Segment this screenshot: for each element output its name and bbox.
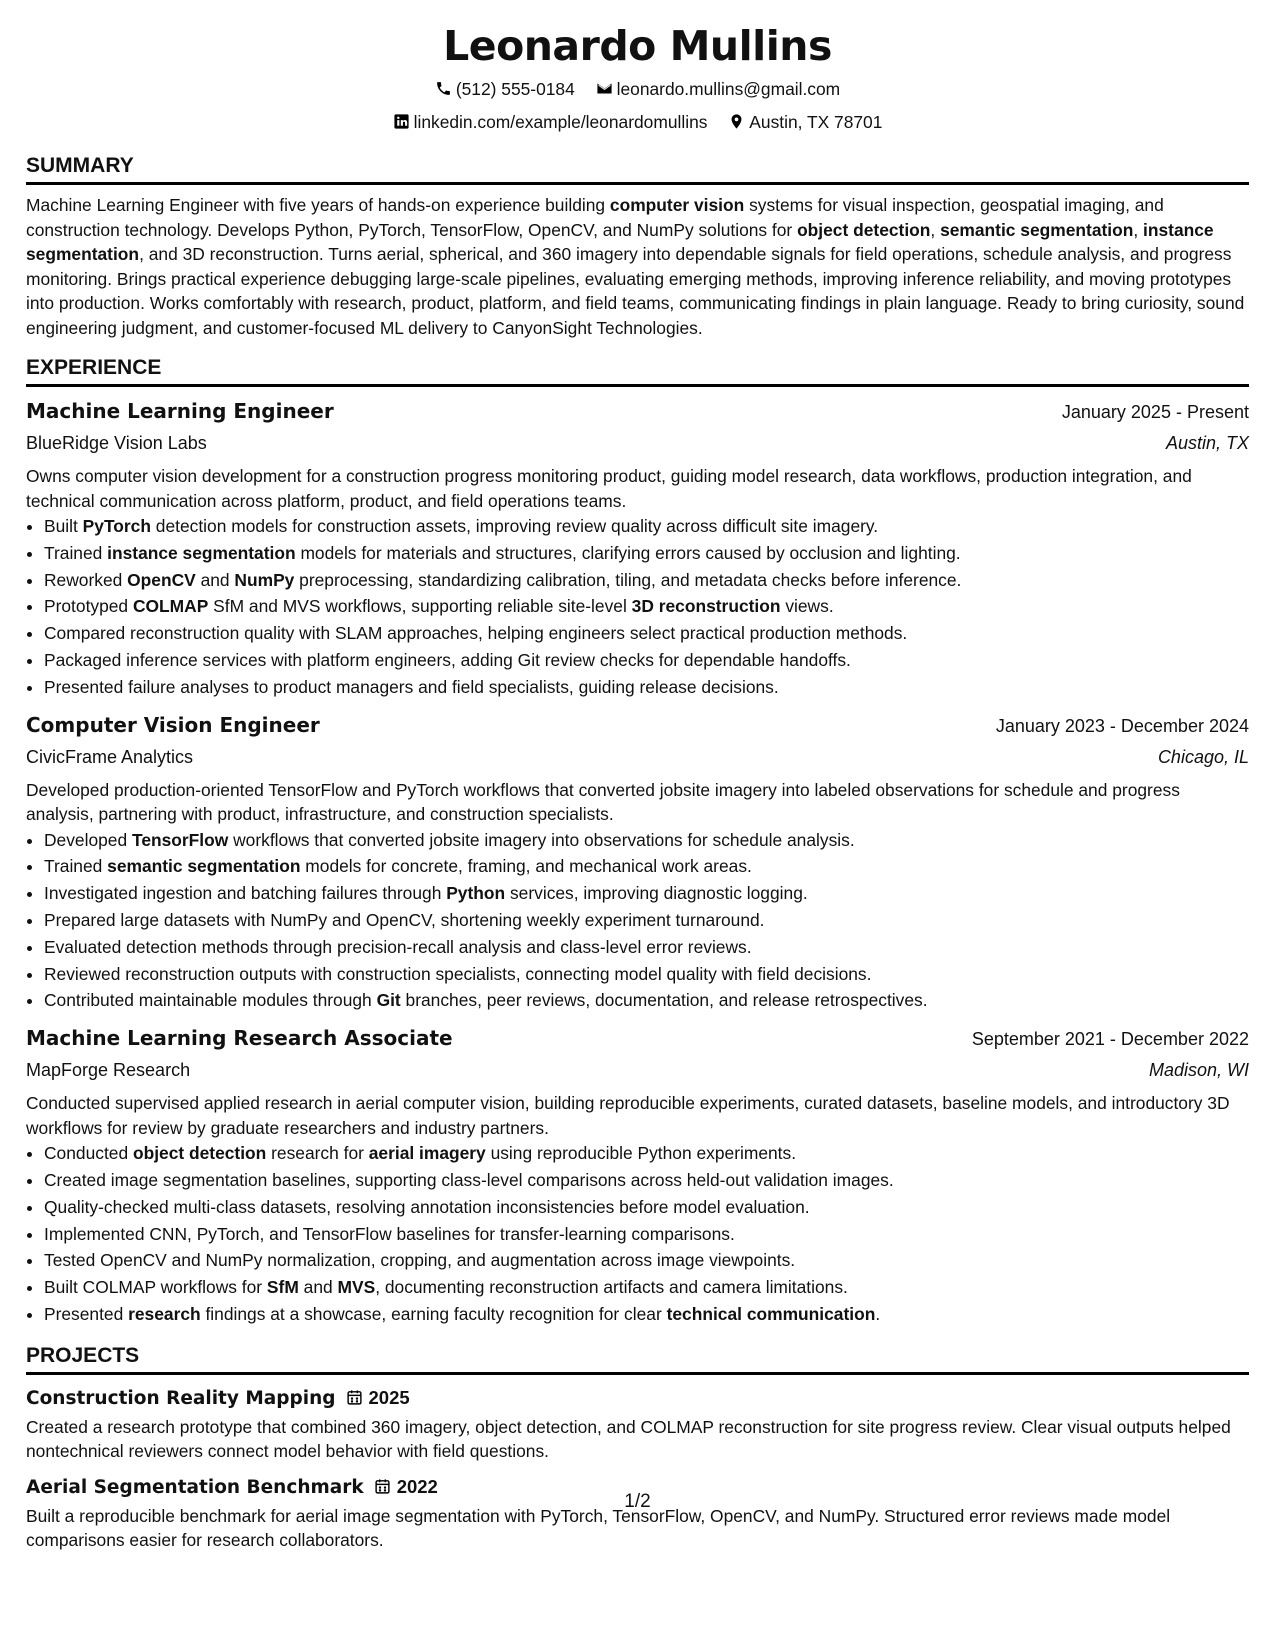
job-bullets (26, 827, 1249, 1015)
job-header-row (26, 1022, 1249, 1055)
bullet-item (44, 961, 1249, 988)
text-run: systems for visual inspection, geospatial imaging, and construction technology. Develops Python, PyTorch, TensorFlow, OpenCV, and NumPy solutions for (26, 195, 1164, 240)
bullet-item (44, 1301, 1249, 1328)
bold-keyword: semantic segmentation (940, 219, 1134, 240)
job-location: Austin, TX (1165, 433, 1249, 453)
bullet-item (44, 593, 1249, 620)
bold-keyword: COLMAP (132, 596, 209, 617)
text-run: . (875, 1303, 881, 1324)
bullet-item (44, 567, 1249, 594)
job-company-row (26, 742, 1249, 772)
text-run: models for concrete, framing, and mechanical work areas. (300, 856, 752, 877)
job-company-row (26, 428, 1249, 458)
text-run: Prepared large datasets with NumPy and OpenCV, shortening weekly experiment turnaround. (44, 909, 765, 930)
text-run: Created image segmentation baselines, supporting class-level comparisons across held-out validation images. (44, 1169, 894, 1190)
text-run: , (930, 219, 941, 240)
bold-keyword: computer vision (609, 195, 745, 215)
jobs-list (26, 395, 1249, 1328)
text-run: detection models for construction assets, improving review quality across difficult site imagery. (150, 516, 879, 536)
bold-keyword: research (128, 1303, 201, 1324)
text-run: findings at a showcase, earning faculty recognition for clear (200, 1303, 667, 1324)
bold-keyword: SfM (266, 1277, 299, 1298)
linkedin-text: linkedin.com/example/leonardomullins (413, 112, 708, 132)
job-entry (26, 1022, 1249, 1328)
bullet-item (44, 674, 1249, 701)
text-run: Tested OpenCV and NumPy normalization, cropping, and augmentation across image viewpoints. (44, 1250, 796, 1271)
text-run: services, improving diagnostic logging. (505, 883, 808, 904)
text-run: Trained (44, 542, 108, 563)
text-run: Implemented CNN, PyTorch, and TensorFlow baselines for transfer-learning comparisons. (44, 1223, 735, 1244)
job-entry (26, 395, 1249, 701)
contact-phone (435, 74, 575, 105)
project-title: Construction Reality Mapping (26, 1387, 336, 1409)
job-bullets (26, 1140, 1249, 1328)
job-bullets (26, 513, 1249, 701)
project-title: Aerial Segmentation Benchmark (26, 1476, 364, 1498)
summary-section (26, 152, 1249, 340)
job-header-row (26, 395, 1249, 428)
text-run: , (1133, 219, 1144, 240)
job-dates: January 2025 - Present (1061, 402, 1249, 422)
text-run: Presented (44, 1303, 129, 1324)
company-name: MapForge Research (26, 1060, 191, 1081)
bold-keyword: object detection (797, 219, 931, 240)
text-run: SfM and MVS workflows, supporting reliable site-level (208, 596, 632, 617)
bold-keyword: Git (376, 990, 401, 1011)
bullet-item (44, 1194, 1249, 1221)
text-run: workflows that converted jobsite imagery into observations for schedule analysis. (228, 829, 855, 850)
envelope-icon (596, 80, 613, 97)
contact-line-1 (26, 74, 1249, 105)
job-dates: September 2021 - December 2022 (971, 1029, 1249, 1050)
candidate-name: Leonardo Mullins (443, 22, 832, 70)
job-company-row (26, 1055, 1249, 1085)
text-run: Developed (44, 829, 132, 850)
map-pin-icon (728, 113, 745, 130)
bold-keyword: OpenCV (127, 569, 196, 590)
contact-location (728, 107, 882, 138)
text-run: Compared reconstruction quality with SLAM approaches, helping engineers select practical production methods. (44, 623, 908, 644)
bullet-item (44, 1167, 1249, 1194)
projects-section (26, 1342, 1249, 1553)
phone-icon (435, 80, 452, 97)
bullet-item (44, 1247, 1249, 1274)
bullet-item (44, 1140, 1249, 1167)
text-run: Quality-checked multi-class datasets, resolving annotation inconsistencies before model evaluation. (44, 1196, 810, 1217)
text-run: Reworked (44, 569, 128, 590)
text-run: Machine Learning Engineer with five years of hands-on experience building (26, 195, 610, 215)
job-description: Owns computer vision development for a construction progress monitoring product, guiding model research, data workflows, production integration, and technical communication across platform, product, and field operations teams. (26, 466, 1192, 511)
job-entry (26, 709, 1249, 1015)
linkedin-icon (393, 113, 410, 130)
text-run: Packaged inference services with platform engineers, adding Git review checks for dependable handoffs. (44, 649, 851, 670)
text-run: and (298, 1277, 338, 1298)
company-name: BlueRidge Vision Labs (26, 433, 207, 453)
contact-line-2 (26, 107, 1249, 138)
experience-section (26, 354, 1249, 1328)
text-run: Built (44, 516, 83, 536)
text-run: preprocessing, standardizing calibration, tiling, and metadata checks before inference. (294, 569, 962, 590)
bullet-item (44, 513, 1249, 540)
text-run: Contributed maintainable modules through (44, 990, 377, 1011)
text-run: research for (266, 1143, 369, 1164)
summary-text (26, 193, 1249, 340)
text-run: Investigated ingestion and batching failures through (44, 883, 447, 904)
bold-keyword: PyTorch (82, 516, 151, 536)
job-title: Machine Learning Engineer (26, 399, 334, 423)
bold-keyword: object detection (132, 1143, 267, 1164)
text-run: Built COLMAP workflows for (44, 1277, 267, 1298)
text-run: models for materials and structures, clarifying errors caused by occlusion and lighting. (295, 542, 961, 563)
section-title-experience: EXPERIENCE (26, 354, 1249, 387)
job-location: Chicago, IL (1157, 746, 1249, 767)
bold-keyword: semantic segmentation (107, 856, 301, 877)
bullet-item (44, 907, 1249, 934)
bullet-item (44, 647, 1249, 674)
text-run: Evaluated detection methods through precision-recall analysis and class-level error reviews. (44, 936, 752, 957)
text-run: views. (780, 596, 834, 617)
bold-keyword: TensorFlow (131, 829, 229, 850)
text-run: using reproducible Python experiments. (485, 1143, 797, 1164)
resume-header (26, 20, 1249, 138)
bullet-item (44, 827, 1249, 854)
page-number: 1/2 (624, 1491, 651, 1512)
text-run: branches, peer reviews, documentation, and release retrospectives. (400, 990, 928, 1011)
text-run: Presented failure analyses to product managers and field specialists, guiding release decisions. (44, 676, 779, 697)
bold-keyword: MVS (337, 1277, 376, 1298)
projects-list (26, 1384, 1249, 1553)
section-title-projects: PROJECTS (26, 1342, 1249, 1375)
job-location: Madison, WI (1148, 1060, 1249, 1081)
project-description: Built a reproducible benchmark for aerial image segmentation with PyTorch, TensorFlow, OpenCV, and NumPy. Structured error reviews made model comparisons easier for research collaborators. (26, 1505, 1171, 1551)
bullet-item (44, 987, 1249, 1014)
project-year: 2025 (368, 1386, 410, 1408)
phone-text: (512) 555-0184 (455, 79, 575, 99)
contact-linkedin[interactable] (393, 107, 708, 138)
job-title: Computer Vision Engineer (26, 712, 320, 737)
bold-keyword: instance segmentation (107, 542, 296, 563)
bold-keyword: technical communication (666, 1303, 876, 1324)
calendar-icon (336, 1388, 369, 1408)
project-description: Created a research prototype that combined 360 imagery, object detection, and COLMAP reconstruction for site progress review. Clear visual outputs helped nontechnical reviewers connect model behavior with field questions. (26, 1416, 1231, 1462)
job-header-row (26, 709, 1249, 742)
job-description: Developed production-oriented TensorFlow and PyTorch workflows that converted jobsite imagery into labeled observations for schedule and progress analysis, partnering with product, infrastructure, and construction specialists. (26, 779, 1180, 825)
project-year: 2022 (396, 1475, 438, 1497)
text-run: , documenting reconstruction artifacts and camera limitations. (375, 1277, 848, 1298)
bullet-item (44, 540, 1249, 567)
project-entry (26, 1384, 1249, 1464)
bullet-item (44, 880, 1249, 907)
job-dates: January 2023 - December 2024 (995, 715, 1249, 736)
project-header (26, 1384, 1249, 1413)
bullet-item (44, 1274, 1249, 1301)
bullet-item (44, 1221, 1249, 1248)
bullet-item (44, 853, 1249, 880)
bold-keyword: Python (446, 883, 506, 904)
location-text: Austin, TX 78701 (749, 112, 883, 132)
text-run: Prototyped (44, 596, 133, 617)
text-run: Trained (44, 856, 108, 877)
text-run: Conducted (44, 1143, 133, 1164)
bold-keyword: NumPy (234, 569, 295, 590)
bold-keyword: aerial imagery (368, 1143, 486, 1164)
bullet-item (44, 620, 1249, 647)
text-run: Reviewed reconstruction outputs with construction specialists, connecting model quality with field decisions. (44, 963, 872, 984)
section-title-summary: SUMMARY (26, 152, 1249, 185)
bullet-item (44, 934, 1249, 961)
company-name: CivicFrame Analytics (26, 746, 194, 767)
text-run: and (195, 569, 235, 590)
job-description: Conducted supervised applied research in aerial computer vision, building reproducible experiments, curated datasets, baseline models, and introductory 3D workflows for review by graduate researchers and industry partners. (26, 1093, 1230, 1138)
bold-keyword: instance segmentation (26, 219, 1214, 264)
job-title: Machine Learning Research Associate (26, 1026, 453, 1051)
text-run: , and 3D reconstruction. Turns aerial, spherical, and 360 imagery into dependable signals for field operations, schedule analysis, and progress monitoring. Brings practical experience debugging large-scale pipelines, evaluating emerging methods, improving inference reliability, and moving prototypes into production. Works comfortably with research, product, platform, and field teams, communicating findings in plain language. Ready to bring curiosity, sound engineering judgment, and customer-focused ML delivery to CanyonSight Technologies. (26, 244, 1245, 338)
contact-email[interactable] (596, 74, 841, 105)
email-text: leonardo.mullins@gmail.com (616, 79, 841, 99)
bold-keyword: 3D reconstruction (631, 596, 781, 617)
